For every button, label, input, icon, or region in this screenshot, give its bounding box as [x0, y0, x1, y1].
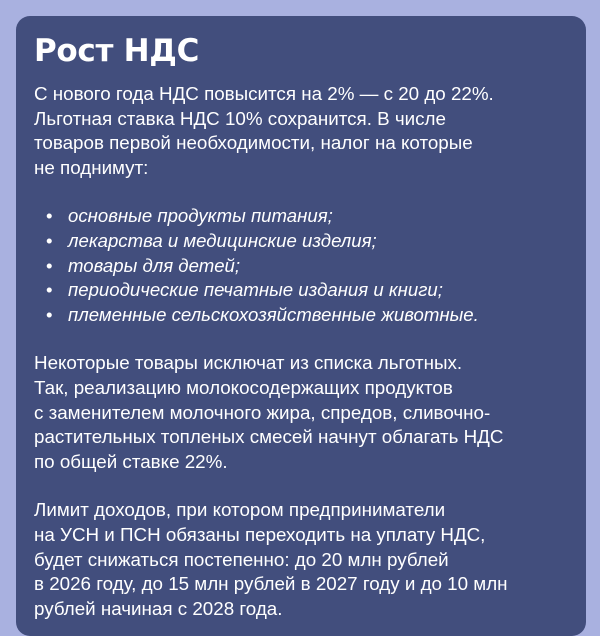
intro-line: Льготная ставка НДС 10% сохранится. В числе [34, 107, 446, 129]
paragraph-line: Некоторые товары исключат из списка льготных. [34, 352, 463, 374]
paragraph-line: на УСН и ПСН обязаны переходить на уплату НДС, [34, 523, 486, 545]
paragraph-spacer [34, 474, 568, 498]
paragraph-line: рублей начиная с 2028 года. [34, 597, 283, 619]
paragraph-line: с заменителем молочного жира, спредов, сливочно- [34, 401, 491, 423]
paragraph-line: в 2026 году, до 15 млн рублей в 2027 году и до 10 млн [34, 573, 508, 595]
list-item [46, 229, 568, 254]
bullet-icon: • [46, 205, 53, 227]
paragraph-line: будет снижаться постепенно: до 20 млн рублей [34, 548, 449, 570]
info-card [16, 16, 586, 636]
list-item-text: племенные сельскохозяйственные животные. [68, 303, 479, 325]
bullet-icon: • [46, 279, 53, 301]
list-item [46, 278, 568, 303]
bullet-icon: • [46, 254, 53, 276]
intro-line: С нового года НДС повысится на 2% — с 20 до 22%. [34, 83, 494, 104]
income-limit-paragraph [34, 498, 568, 621]
list-item-text: лекарства и медицинские изделия; [68, 229, 377, 251]
list-item [46, 254, 568, 279]
list-item-text: периодические печатные издания и книги; [68, 279, 443, 301]
paragraph-line: растительных топленых смесей начнут облагать НДС [34, 426, 504, 448]
list-item-text: товары для детей; [68, 254, 241, 276]
excluded-goods-paragraph [34, 351, 568, 474]
bullet-icon: • [46, 229, 53, 251]
card-title: Рост НДС [34, 33, 200, 69]
list-item [46, 303, 568, 328]
intro-line: не поднимут: [34, 156, 149, 178]
bullet-icon: • [46, 303, 53, 325]
list-item-text: основные продукты питания; [68, 205, 333, 227]
paragraph-line: Так, реализацию молокосодержащих продуктов [34, 376, 453, 398]
paragraph-line: Лимит доходов, при котором предприниматели [34, 499, 446, 521]
list-item [46, 204, 568, 229]
exempt-goods-list [46, 204, 568, 327]
paragraph-line: по общей ставке 22%. [34, 450, 228, 472]
intro-line: товаров первой необходимости, налог на которые [34, 132, 473, 154]
intro-paragraph [34, 82, 568, 180]
